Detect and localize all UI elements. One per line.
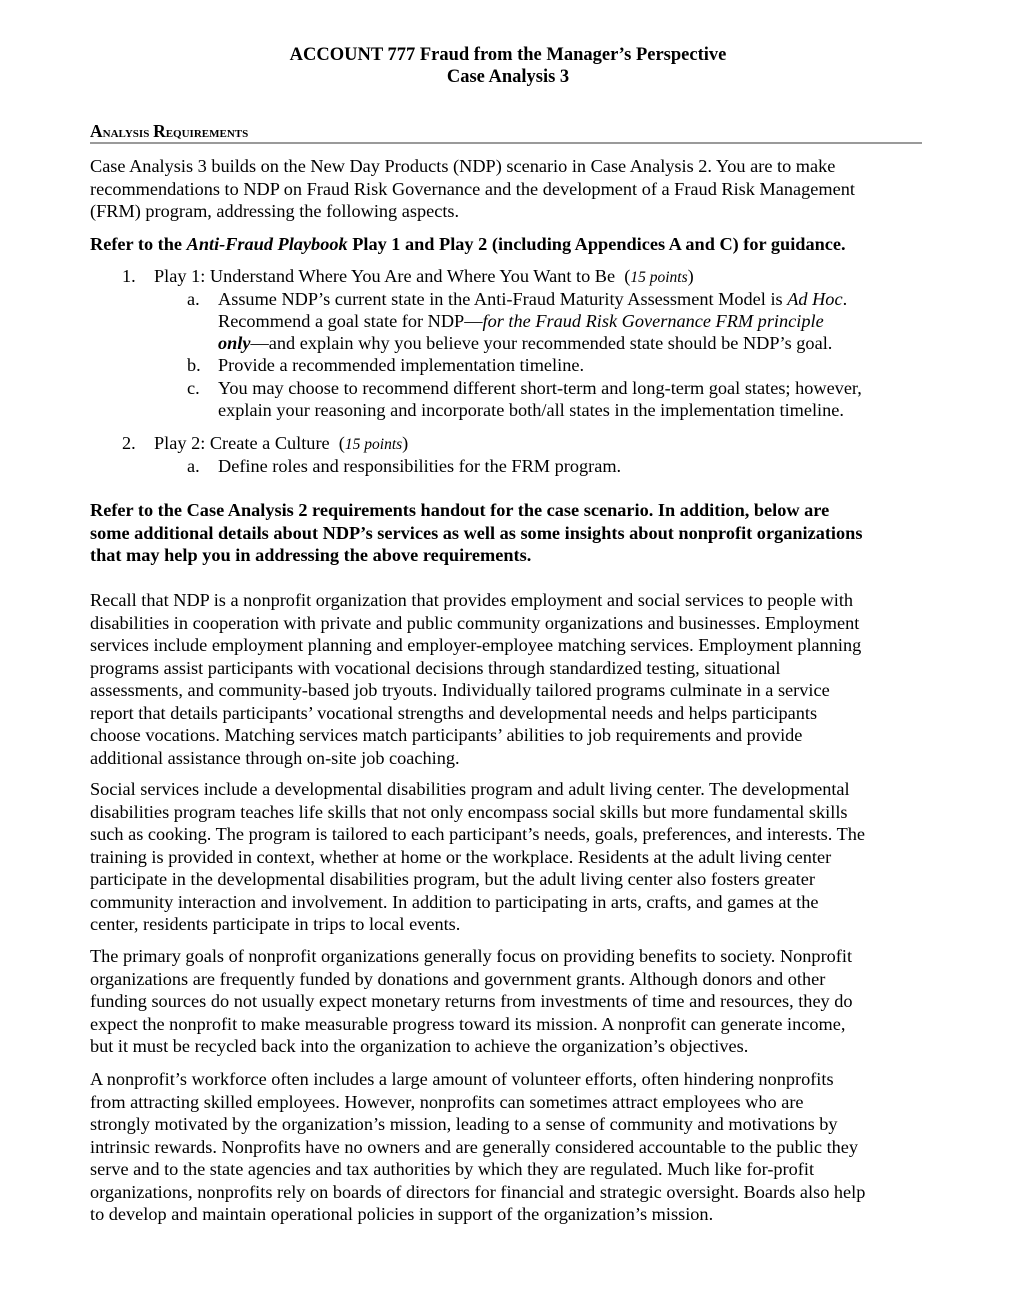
subitem-text: explain your reasoning and incorporate both/all states in the implementation timeline. (218, 400, 844, 420)
requirement-label: Play 1: Understand Where You Are and Where You Want to Be (15 points) (154, 266, 694, 286)
intro-paragraph: Case Analysis 3 builds on the New Day Products (NDP) scenario in Case Analysis 2. You are to make recommendations to NDP on Fraud Risk Governance and the development of a Fraud Risk Management (FRM) program, addressing the following aspects. (90, 156, 855, 221)
body-paragraph-services: Recall that NDP is a nonprofit organization that provides employment and social services to people with disabilities in cooperation with private and public community organizations and businesses. Employment services include employment planning and employer-employee matching services. Employment planning programs assist participants with vocational decisions through standardized testing, situational assessments, and community-based job tryouts. Individually tailored programs culminate in a service report that details participants’ vocational strengths and developmental needs and helps participants choose vocations. Matching services match participants’ abilities to job requirements and provide additional assistance through on-site job coaching. (90, 590, 862, 768)
subitem-text: Assume NDP’s current state in the Anti-Fraud Maturity Assessment Model is Ad Hoc. (218, 289, 848, 309)
body-paragraph-workforce: A nonprofit’s workforce often includes a large amount of volunteer efforts, often hindering nonprofits from attracting skilled employees. However, nonprofits can sometimes attract employees who are strongly motivated by the organization’s mission, leading to a sense of community and motivations by intrinsic rewards. Nonprofits have no owners and are generally considered accountable to the public they serve and to the state agencies and tax authorities by which they are regulated. Much like for-profit organizations, nonprofits rely on boards of directors for financial and strategic oversight. Boards also help to develop and maintain operational policies in support of the organization’s mission. (90, 1069, 866, 1224)
subitem-text: Provide a recommended implementation timeline. (218, 355, 585, 375)
points-label: 15 points (344, 436, 403, 453)
document-title: ACCOUNT 777 Fraud from the Manager’s Perspective (289, 45, 727, 65)
guidance-line: Refer to the Anti-Fraud Playbook Play 1 and Play 2 (including Appendices A and C) for guidance. (90, 234, 846, 254)
points-label: 15 points (630, 269, 688, 286)
scenario-note: Refer to the Case Analysis 2 requirements handout for the case scenario. In addition, below are some additional details about NDP’s services as well as some insights about nonprofit organizations that may help you in addressing the above requirements. (90, 500, 863, 565)
document-subtitle: Case Analysis 3 (446, 67, 570, 87)
requirement-label: Play 2: Create a Culture (15 points) (154, 433, 409, 453)
playbook-title: Anti-Fraud Playbook (186, 234, 348, 254)
subitem-text: You may choose to recommend different short-term and long-term goal states; however, (218, 378, 862, 398)
subitem-text: Recommend a goal state for NDP—for the Fraud Risk Governance FRM principle (218, 311, 824, 331)
sub-letter: b. (187, 355, 201, 375)
subitem-text: only—and explain why you believe your recommended state should be NDP’s goal. (218, 333, 833, 353)
sub-letter: a. (187, 456, 200, 476)
sub-letter: c. (187, 378, 200, 398)
list-number: 2. (122, 433, 136, 453)
list-number: 1. (122, 266, 136, 286)
body-paragraph-social-services: Social services include a developmental disabilities program and adult living center. The developmental disabilities program teaches life skills that not only encompass social skills but more fundamental skills such as cooking. The program is tailored to each participant’s needs, goals, preferences, and interests. The training is provided in context, whether at home or the workplace. Residents at the adult living center participate in the developmental disabilities program, but the adult living center also fosters greater community interaction and involvement. In addition to participating in arts, crafts, and games at the center, residents participate in trips to local events. (90, 779, 866, 934)
subitem-text: Define roles and responsibilities for the FRM program. (218, 456, 622, 476)
sub-letter: a. (187, 289, 200, 309)
body-paragraph-nonprofit-goals: The primary goals of nonprofit organizations generally focus on providing benefits to society. Nonprofit organizations are frequently funded by donations and government grants. Although donors and other funding sources do not usually expect monetary returns from investments of time and resources, they do expect the nonprofit to make measurable progress toward its mission. A nonprofit can generate income, but it must be recycled back into the organization to achieve the organization’s objectives. (90, 946, 853, 1056)
section-heading-analysis-requirements: Analysis Requirements (90, 121, 249, 141)
section-divider (90, 142, 922, 144)
